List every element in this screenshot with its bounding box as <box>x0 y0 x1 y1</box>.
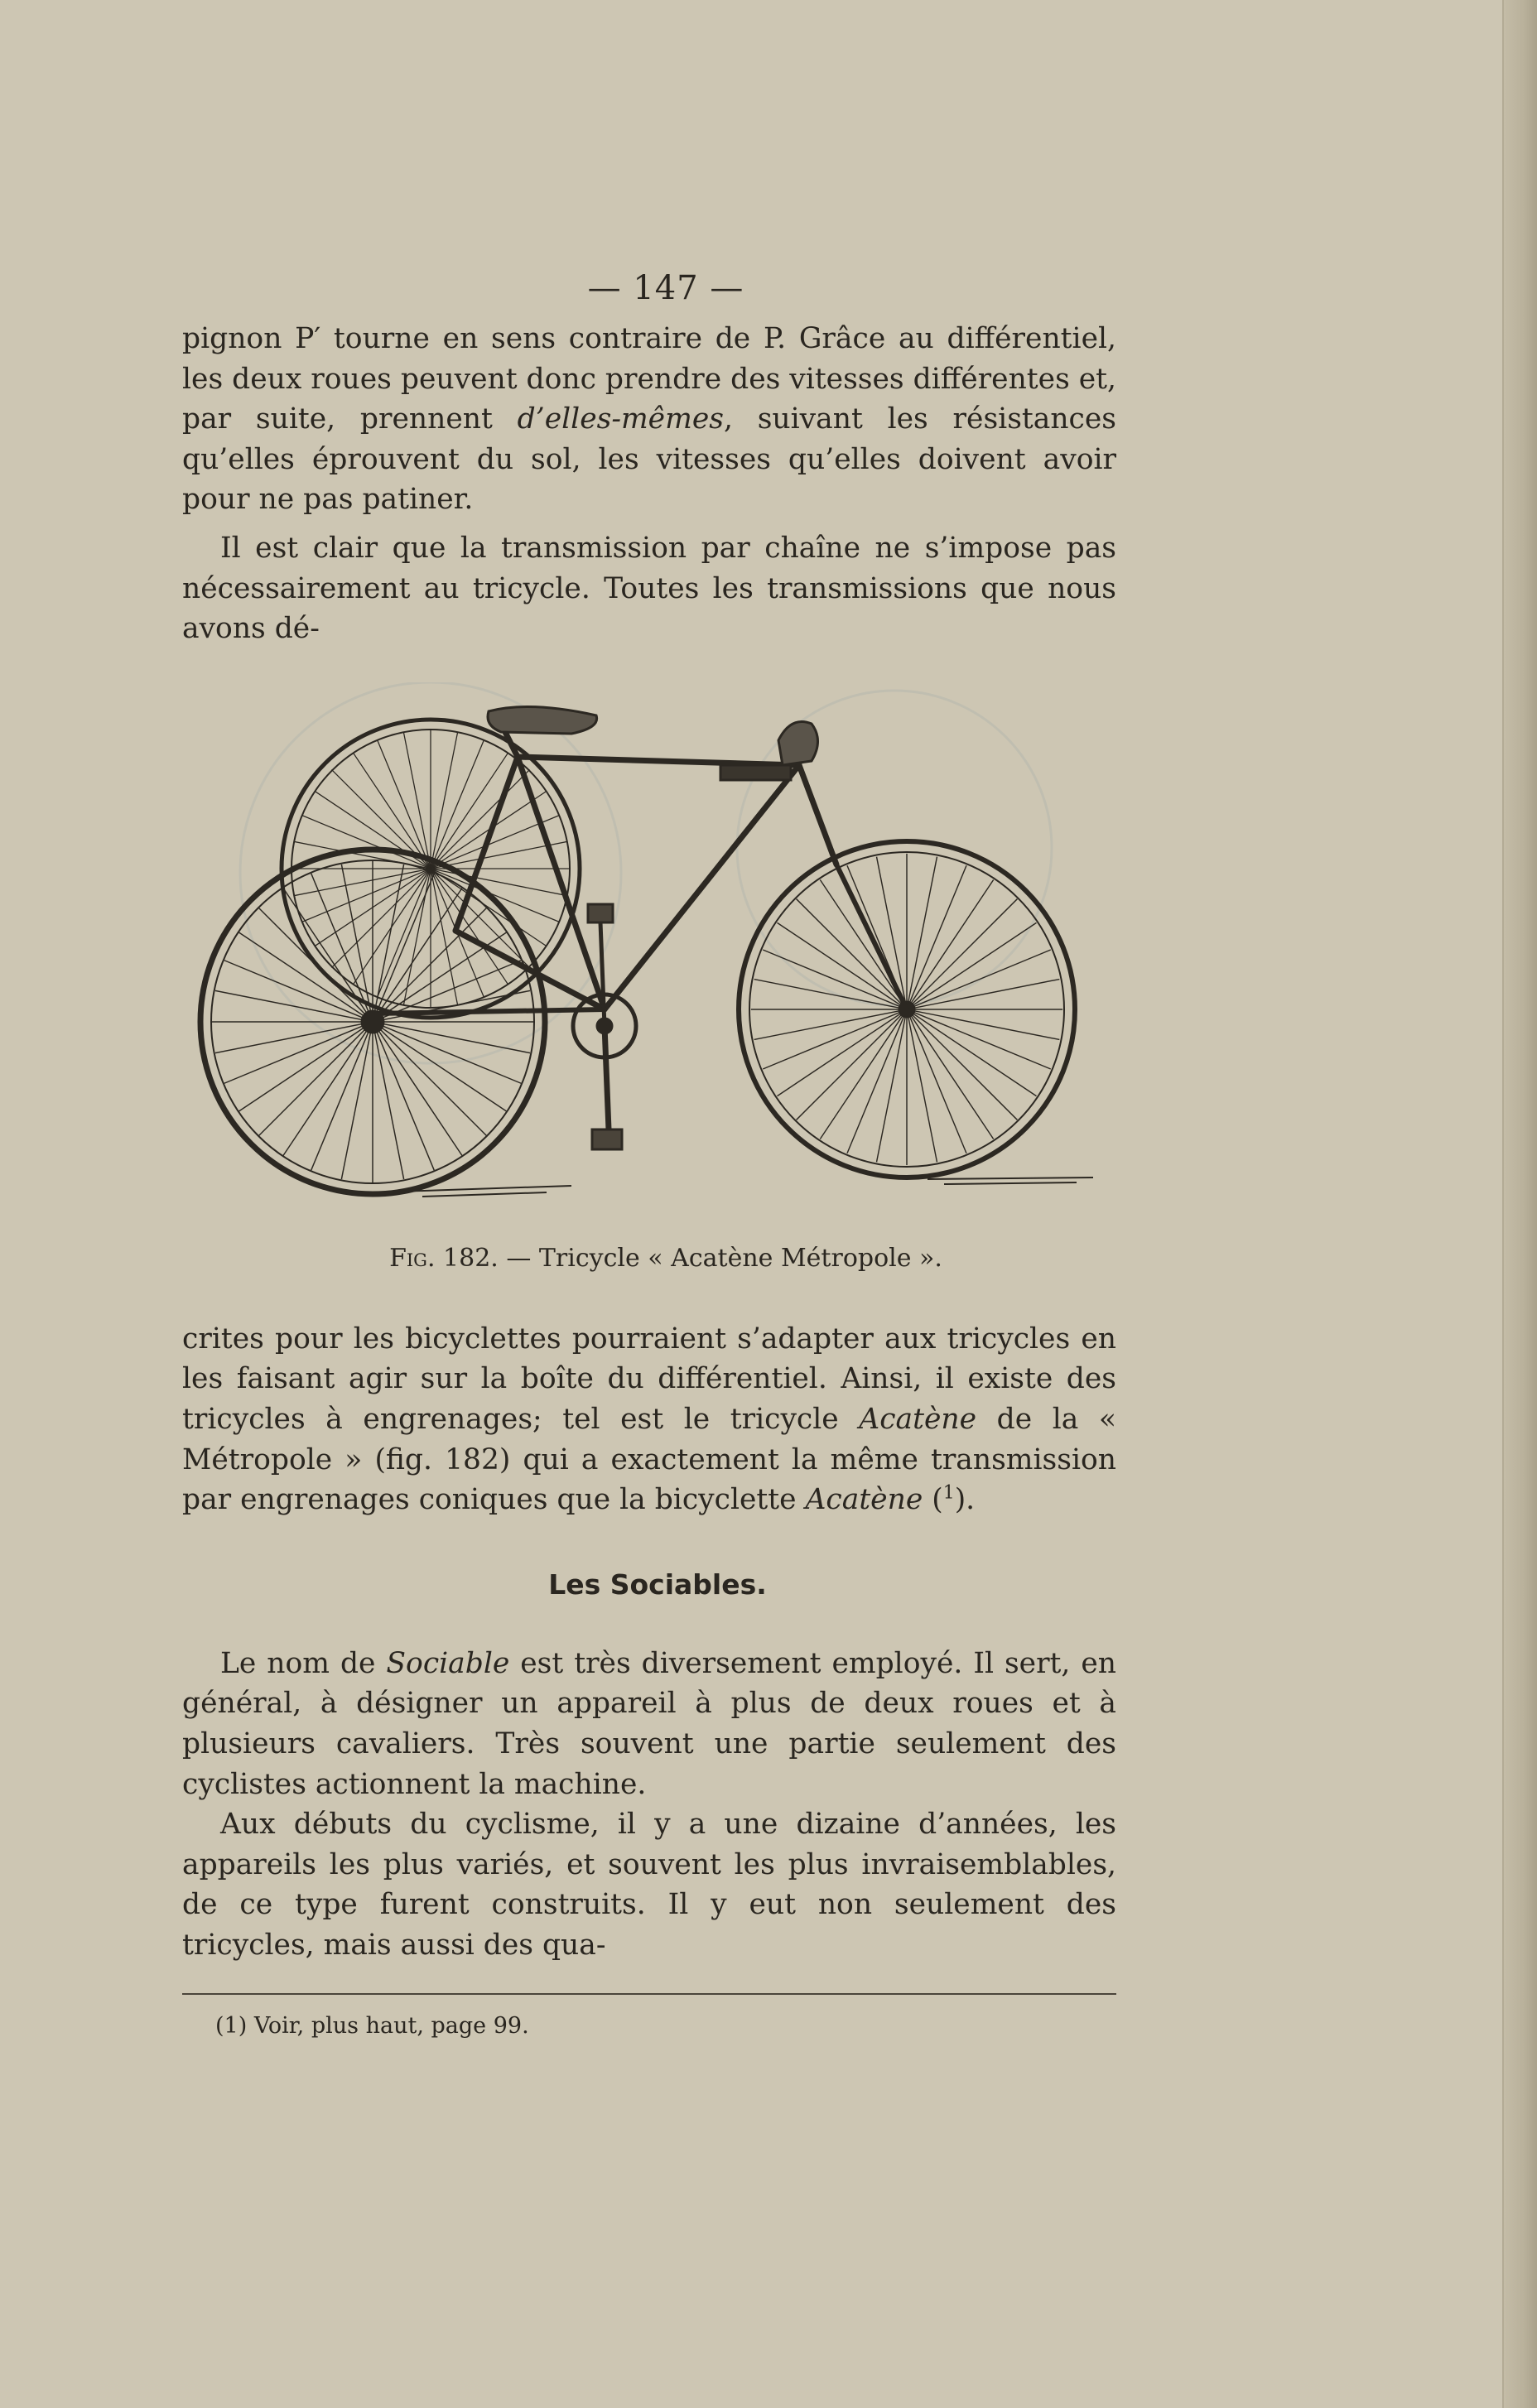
paragraph-5: Aux débuts du cyclisme, il y a une dizaine d’années, les appareils les plus variés, et souvent les plus invraisemblables, de ce type furent construits. Il y eut non seulement des tricycles, mais aussi des qua- <box>182 1808 1116 1962</box>
paragraph-3: crites pour les bicyclettes pourraient s’adapter aux tricycles en les faisant agir sur la boîte du différentiel. Ainsi, il existe des tricycles à engrenages; tel est le tricycle Acatène de la « Métropole » (fig. 182) qui a exactement la même transmission par engrenages coniques que la bicyclette Acatène ($^1$). <box>182 1322 1116 1517</box>
tricycle-illustration <box>182 682 1116 1229</box>
page-number: — 147 — <box>587 269 744 307</box>
page-column <box>182 269 1116 2039</box>
footnote-rule <box>182 1993 1116 1995</box>
paragraph-4: Le nom de Sociable est très diversement employé. Il sert, en général, à désigner un appareil à plus de deux roues et à plusieurs cavaliers. Très souvent une partie seulement des cyclistes actionnent la machine. <box>182 1646 1116 1801</box>
tricycle-figure <box>182 682 1116 1229</box>
ground-shadow <box>398 1178 1093 1197</box>
paragraph-2: Il est clair que la transmission par chaîne ne s’impose pas nécessairement au tricycle. Toutes les transmissions que nous avons dé- <box>182 531 1116 646</box>
paragraph-1: pignon P′ tourne en sens contraire de P. Grâce au différentiel, les deux roues peuvent donc prendre des vitesses différentes et, par suite, prennent d’elles-mêmes, suivant les résistances qu’elles éprouvent du sol, les vitesses qu’elles doivent avoir pour ne pas patiner. <box>182 322 1116 517</box>
rear-wheel-front <box>200 850 545 1194</box>
page-edge <box>1502 0 1537 2408</box>
saddle <box>488 706 597 733</box>
footnote: (1) Voir, plus haut, page 99. <box>215 2013 529 2040</box>
section-heading: Les Sociables. <box>548 1568 767 1601</box>
figure-caption: Fig. 182. — Tricycle « Acatène Métropole ». <box>389 1243 942 1273</box>
